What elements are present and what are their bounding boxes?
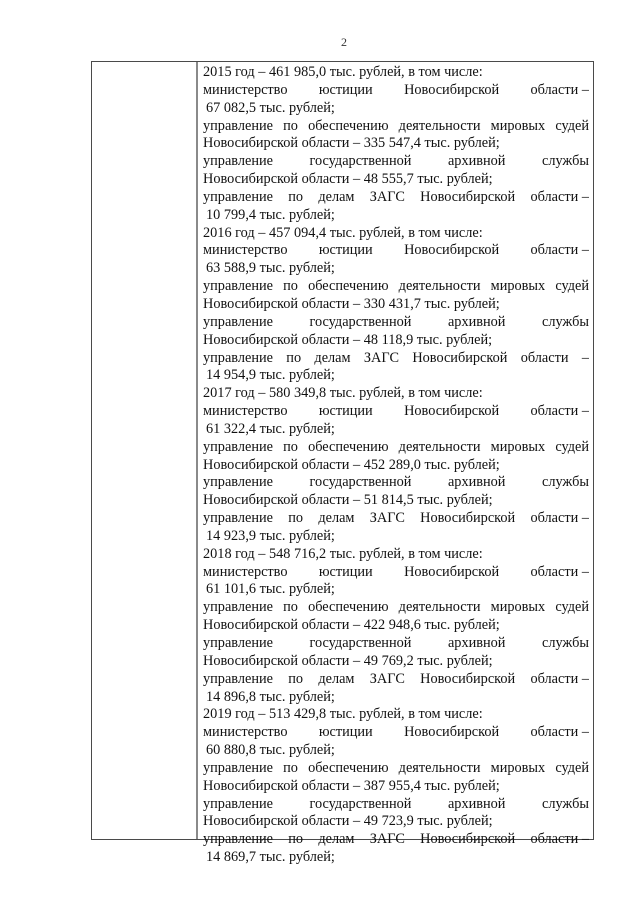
courts-amount: Новосибирской области – 387 955,4 тыс. рублей; <box>203 777 500 794</box>
word: юстиции <box>318 242 373 259</box>
word: управление <box>203 313 273 330</box>
word: управление <box>203 599 273 616</box>
word: судей <box>555 278 589 295</box>
archive-line <box>203 796 589 814</box>
archive-line <box>203 474 589 492</box>
word: мировых <box>490 438 546 455</box>
courts-line <box>203 599 589 617</box>
word: юстиции <box>318 724 373 741</box>
word: деятельности <box>398 117 481 134</box>
word: – <box>581 349 589 366</box>
word: деятельности <box>398 438 481 455</box>
word: управление <box>203 278 273 295</box>
ministry-line <box>203 82 589 100</box>
word: министерство <box>203 724 288 741</box>
archive-line <box>203 635 589 653</box>
word: государственной <box>309 635 412 651</box>
word: по <box>283 117 298 134</box>
word: министерство <box>203 563 288 580</box>
word: ЗАГС <box>369 831 405 848</box>
word: ЗАГС <box>369 188 405 205</box>
word: по <box>283 759 298 776</box>
word: по <box>288 670 304 687</box>
word: ЗАГС <box>369 670 405 687</box>
word: управление <box>203 117 273 134</box>
ministry-amount: 61 322,4 тыс. рублей; <box>206 420 335 437</box>
word: государственной <box>309 153 412 170</box>
word: ЗАГС <box>363 349 399 366</box>
word: службы <box>541 635 589 651</box>
word: области – <box>530 403 589 420</box>
ministry-amount: 60 880,8 тыс. рублей; <box>206 742 335 759</box>
courts-amount: Новосибирской области – 335 547,4 тыс. рублей; <box>203 135 500 152</box>
word: судей <box>555 117 589 134</box>
archive-amount: Новосибирской области – 48 555,7 тыс. рублей; <box>203 171 493 188</box>
word: обеспечению <box>308 759 389 776</box>
word: управление <box>203 759 273 776</box>
word: управление <box>203 474 273 491</box>
word: службы <box>541 795 589 812</box>
table-right-cell <box>200 62 593 866</box>
courts-amount: Новосибирской области – 422 948,6 тыс. рублей; <box>203 617 500 634</box>
zags-amount: 14 923,9 тыс. рублей; <box>206 527 335 544</box>
word: делам <box>318 831 355 848</box>
ministry-amount: 61 101,6 тыс. рублей; <box>206 581 335 598</box>
word: управление <box>203 349 273 366</box>
zags-amount: 14 896,8 тыс. рублей; <box>206 688 335 705</box>
word: области – <box>530 724 589 741</box>
word: Новосибирской <box>404 403 500 420</box>
year-header: 2015 год – 461 985,0 тыс. рублей, в том числе: <box>203 64 483 80</box>
ministry-line <box>203 242 589 260</box>
word: судей <box>555 759 589 776</box>
word: делам <box>318 510 355 527</box>
word: Новосибирской <box>420 188 516 205</box>
word: по <box>283 278 298 295</box>
word: службы <box>541 153 589 170</box>
word: области – <box>530 81 589 98</box>
year-header: 2018 год – 548 716,2 тыс. рублей, в том числе: <box>203 545 483 562</box>
ministry-line <box>203 724 589 742</box>
table-left-cell <box>92 62 198 839</box>
courts-line <box>203 278 589 296</box>
year-block <box>203 64 589 225</box>
word: мировых <box>490 278 546 295</box>
word: управление <box>203 670 273 687</box>
word: управление <box>203 831 273 848</box>
word: области <box>520 349 569 366</box>
word: архивной <box>447 153 506 170</box>
word: деятельности <box>398 278 481 295</box>
word: области – <box>530 563 589 580</box>
word: области – <box>530 242 589 259</box>
archive-amount: Новосибирской области – 51 814,5 тыс. рублей; <box>203 492 493 509</box>
word: управление <box>203 153 273 170</box>
word: юстиции <box>318 563 373 580</box>
word: службы <box>541 313 589 330</box>
zags-line <box>203 671 589 689</box>
courts-line <box>203 439 589 457</box>
ministry-amount: 67 082,5 тыс. рублей; <box>206 99 335 116</box>
word: государственной <box>309 795 412 812</box>
year-block <box>203 546 589 707</box>
word: области – <box>530 670 589 687</box>
word: государственной <box>309 474 412 491</box>
word: министерство <box>203 81 288 98</box>
word: делам <box>318 670 355 687</box>
word: ЗАГС <box>369 510 405 527</box>
word: управление <box>203 635 273 651</box>
word: службы <box>541 474 589 491</box>
word: мировых <box>490 117 546 134</box>
year-header: 2016 год – 457 094,4 тыс. рублей, в том числе: <box>203 224 483 241</box>
zags-amount: 10 799,4 тыс. рублей; <box>206 206 335 223</box>
word: судей <box>555 438 589 455</box>
zags-line <box>203 510 589 528</box>
word: деятельности <box>398 759 481 776</box>
archive-amount: Новосибирской области – 48 118,9 тыс. рублей; <box>203 331 493 348</box>
word: министерство <box>203 403 288 420</box>
word: судей <box>555 599 589 616</box>
word: области – <box>530 510 589 527</box>
zags-amount: 14 954,9 тыс. рублей; <box>206 367 335 384</box>
word: мировых <box>490 759 546 776</box>
word: Новосибирской <box>404 563 500 580</box>
word: по <box>288 510 304 527</box>
archive-amount: Новосибирской области – 49 769,2 тыс. рублей; <box>203 652 493 669</box>
word: деятельности <box>398 599 481 616</box>
zags-line <box>203 831 589 849</box>
zags-amount: 14 869,7 тыс. рублей; <box>206 849 335 866</box>
word: архивной <box>447 795 506 812</box>
word: Новосибирской <box>412 349 508 366</box>
year-header: 2017 год – 580 349,8 тыс. рублей, в том числе: <box>203 385 483 402</box>
ministry-line <box>203 403 589 421</box>
word: делам <box>318 188 355 205</box>
word: Новосибирской <box>420 670 516 687</box>
word: обеспечению <box>308 117 389 134</box>
year-block <box>203 706 589 867</box>
year-block <box>203 385 589 546</box>
word: обеспечению <box>308 278 389 295</box>
word: по <box>288 188 304 205</box>
word: Новосибирской <box>420 831 516 848</box>
word: управление <box>203 438 273 455</box>
word: обеспечению <box>308 438 389 455</box>
word: юстиции <box>318 403 373 420</box>
word: области – <box>530 188 589 205</box>
word: архивной <box>447 474 506 491</box>
word: по <box>286 349 302 366</box>
word: архивной <box>447 313 506 330</box>
word: управление <box>203 188 273 205</box>
archive-line <box>203 314 589 332</box>
year-block <box>203 225 589 386</box>
word: по <box>283 438 298 455</box>
zags-line <box>203 189 589 207</box>
word: управление <box>203 795 273 812</box>
funding-table <box>91 61 594 866</box>
word: Новосибирской <box>404 242 500 259</box>
word: управление <box>203 510 273 527</box>
word: Новосибирской <box>420 510 516 527</box>
archive-amount: Новосибирской области – 49 723,9 тыс. рублей; <box>203 813 493 830</box>
word: делам <box>314 349 351 366</box>
word: министерство <box>203 242 288 259</box>
courts-amount: Новосибирской области – 330 431,7 тыс. рублей; <box>203 295 500 312</box>
word: архивной <box>447 635 506 651</box>
word: по <box>288 831 304 848</box>
word: государственной <box>309 313 412 330</box>
word: обеспечению <box>308 599 389 616</box>
word: Новосибирской <box>404 81 500 98</box>
word: области – <box>530 831 589 848</box>
zags-line <box>203 350 589 368</box>
word: по <box>283 599 298 616</box>
courts-line <box>203 760 589 778</box>
archive-line <box>203 153 589 171</box>
year-header: 2019 год – 513 429,8 тыс. рублей, в том числе: <box>203 706 483 723</box>
ministry-line <box>203 564 589 582</box>
word: Новосибирской <box>404 724 500 741</box>
courts-amount: Новосибирской области – 452 289,0 тыс. рублей; <box>203 456 500 473</box>
page-number: 2 <box>341 35 347 49</box>
word: мировых <box>490 599 546 616</box>
courts-line <box>203 118 589 136</box>
word: юстиции <box>318 81 373 98</box>
ministry-amount: 63 588,9 тыс. рублей; <box>206 260 335 277</box>
